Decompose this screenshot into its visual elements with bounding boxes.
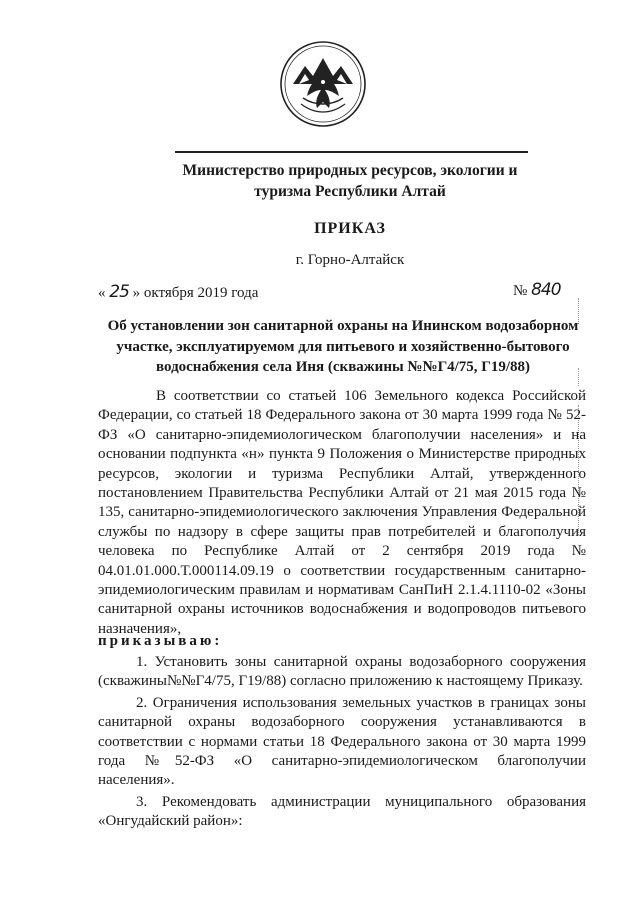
order-items — [98, 653, 586, 834]
handwritten-day: 25 — [109, 282, 129, 302]
subject-line-3: водоснабжения села Иня (скважины №№Г4/75, Г19/88) — [156, 359, 530, 375]
handwritten-number: 840 — [531, 280, 561, 300]
order-subject — [98, 316, 588, 378]
preamble — [98, 387, 586, 639]
preamble-text: В соответствии со статьей 106 Земельного кодекса Российской Федерации, со статьей 18 Федерального закона от 30 марта 1999 года № 52-ФЗ «О санитарно-эпидемиологическом благополучии населения» и на основании подпункта «н» пункта 9 Положения о Министерстве природных ресурсов, экологии и туризма Республики Алтай, утвержденного постановлением Правительства Республики Алтай от 21 мая 2015 года № 135, санитарно-эпидемиологического заключения Управления Федеральной службы по надзору в сфере защиты прав потребителей и благополучия человека по Республике Алтай от 2 сентября 2019 года № 04.01.01.000.Т.000114.09.19 о соответствии государственным санитарно-эпидемиологическим правилам и нормативам СанПиН 2.1.4.1110-02 «Зоны санитарной охраны источников водоснабжения и водопроводов питьевого назначения», — [98, 388, 586, 637]
order-item: 3. Рекомендовать администрации муниципального образования «Онгудайский район»: — [98, 793, 586, 830]
subject-line-1: Об установлении зон санитарной охраны на Ининском водозаборном — [107, 318, 579, 334]
ministry-line-2: туризма Республики Алтай — [254, 183, 446, 200]
ministry-name — [150, 160, 550, 202]
subject-line-2: участке, эксплуатируемом для питьевого и хозяйственно-бытового — [116, 338, 570, 355]
number-prefix: № — [513, 283, 528, 299]
header-rule — [175, 151, 528, 153]
order-item: 1. Установить зоны санитарной охраны водозаборного сооружения (скважины№№Г4/75, Г19/88) согласно приложению к настоящему Приказу. — [98, 654, 586, 690]
order-word: приказываю: — [98, 633, 223, 649]
order-date — [98, 282, 258, 302]
order-number — [513, 280, 561, 300]
coat-of-arms-emblem — [279, 40, 367, 128]
date-open-quote: « — [98, 285, 106, 301]
date-rest: » октября 2019 года — [132, 285, 259, 301]
document-type: ПРИКАЗ — [314, 220, 386, 237]
city: г. Горно-Алтайск — [295, 252, 405, 268]
ministry-line-1: Министерство природных ресурсов, экологии и — [182, 162, 518, 179]
order-item: 2. Ограничения использования земельных участков в границах зоны санитарной охраны водозаборного сооружения устанавливаются в соответствии с нормами статьи 18 Федерального закона от 30 марта 1999 года №52-ФЗ «О санитарно-эпидемиологическом благополучии населения». — [98, 694, 586, 789]
